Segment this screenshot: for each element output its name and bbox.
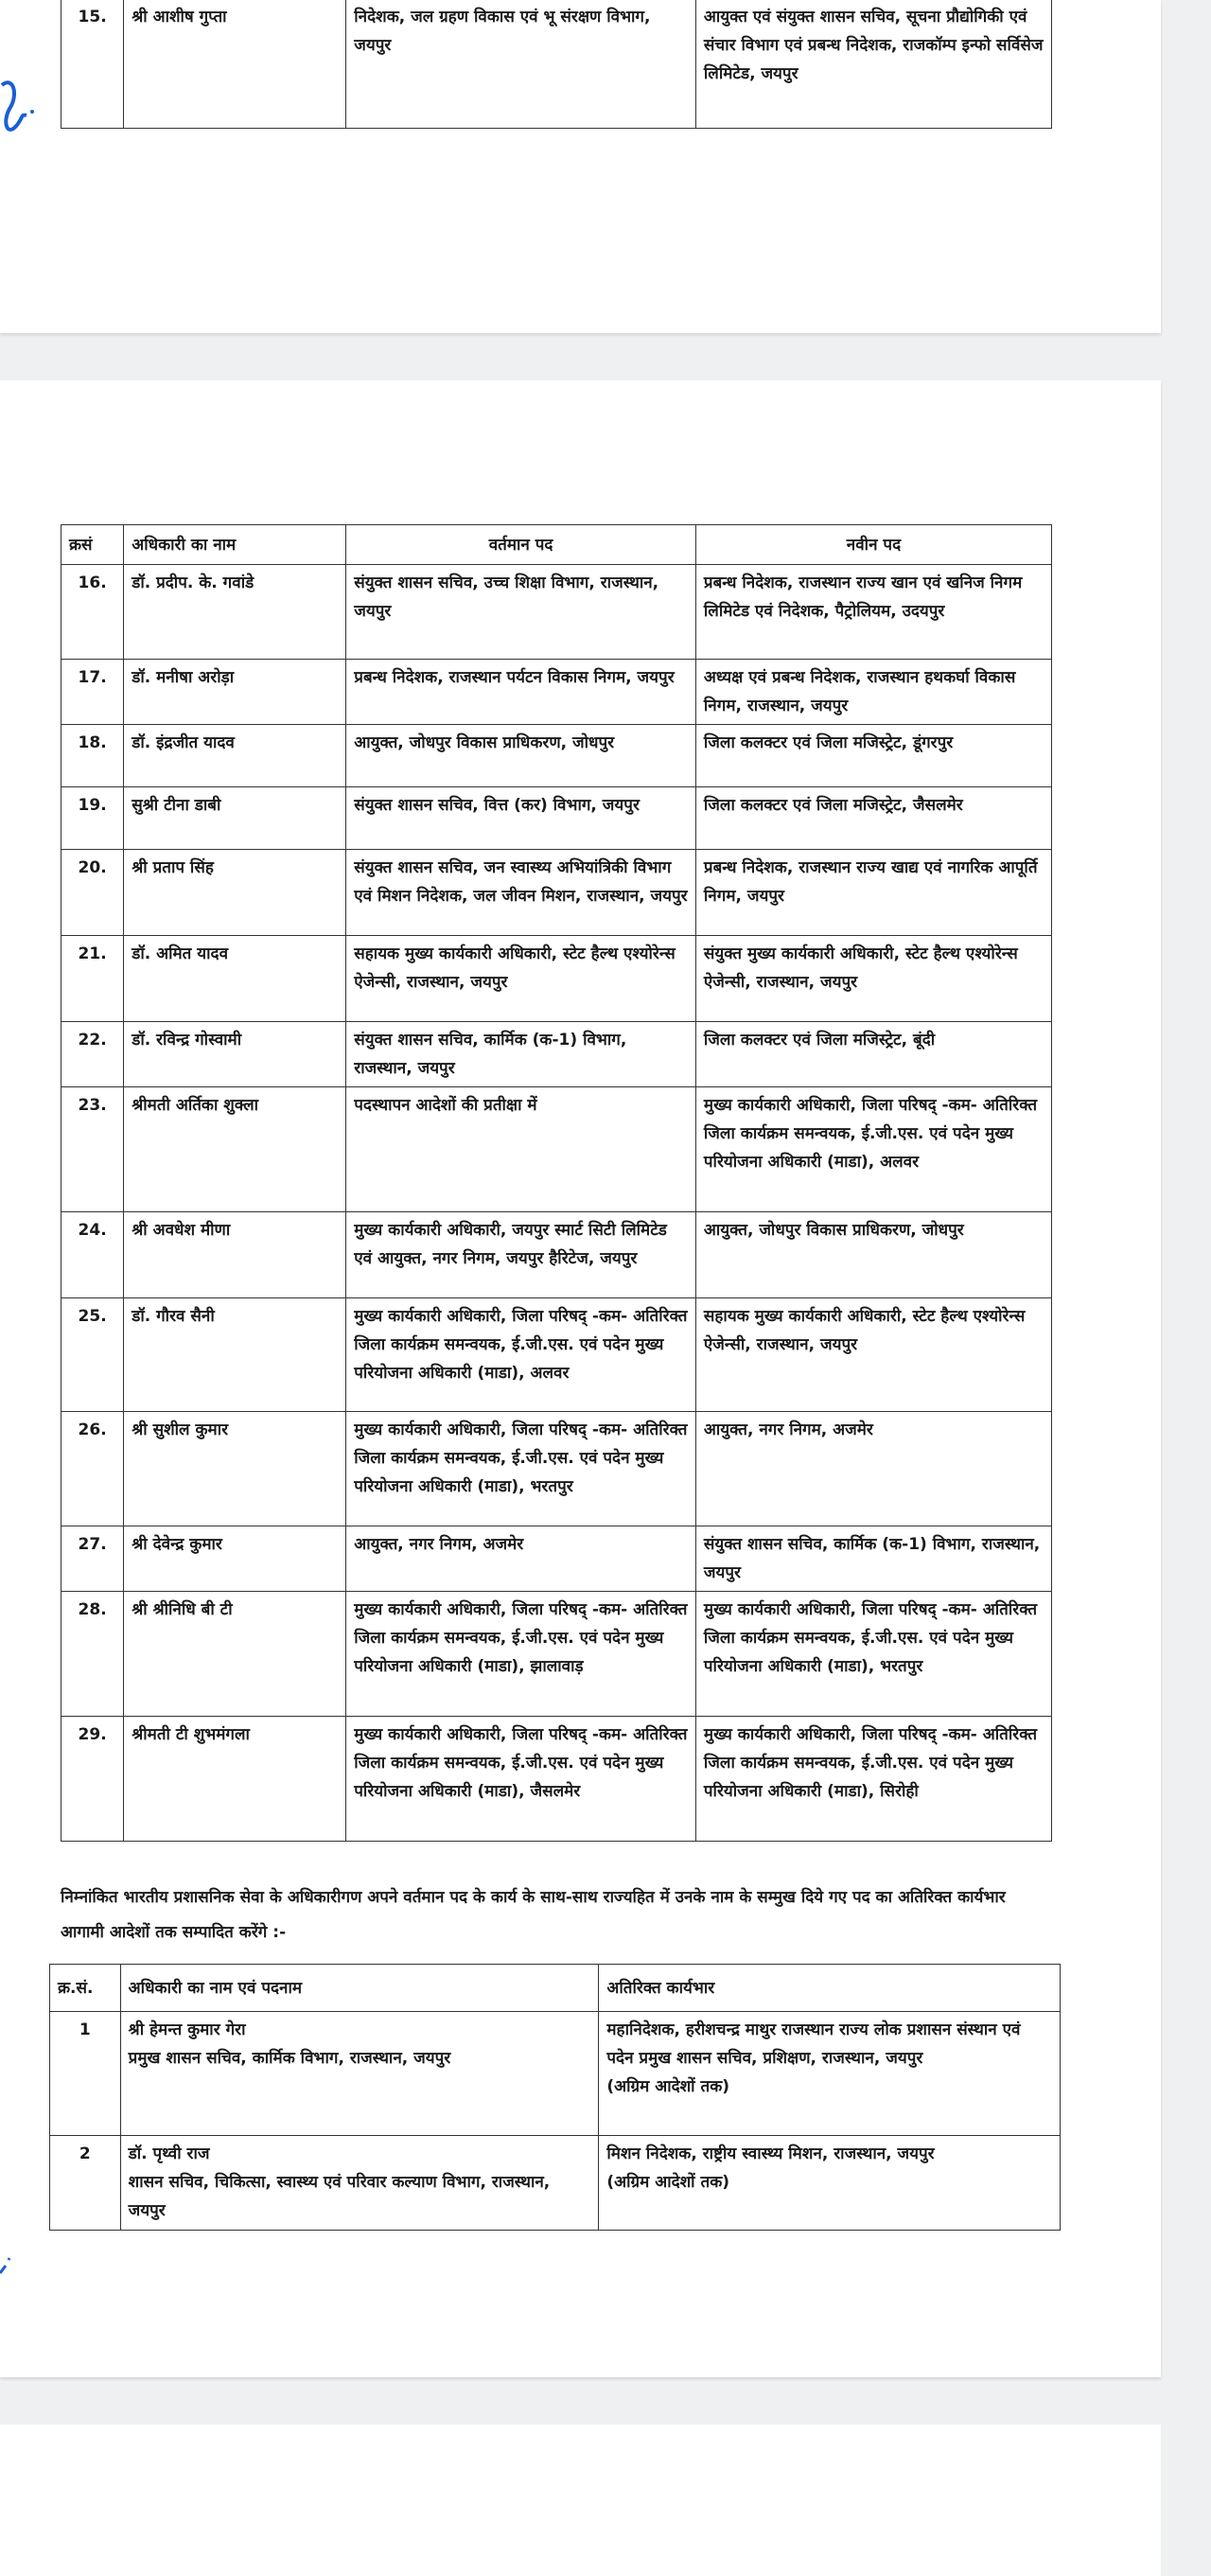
current-post-cell: मुख्य कार्यकारी अधिकारी, जिला परिषद् -कम- अतिरिक्त जिला कार्यक्रम समन्वयक, ई.जी.एस. एवं पदेन मुख्य परियोजना अधिकारी (माडा), झालावाड़ bbox=[346, 1592, 696, 1717]
table-row bbox=[61, 1526, 1052, 1592]
officer-name: श्री हेमन्त कुमार गेरा bbox=[128, 2020, 246, 2039]
table-row bbox=[61, 725, 1052, 787]
new-post-cell: मुख्य कार्यकारी अधिकारी, जिला परिषद् -कम- अतिरिक्त जिला कार्यक्रम समन्वयक, ई.जी.एस. एवं पदेन मुख्य परियोजना अधिकारी (माडा), भरतपुर bbox=[695, 1592, 1051, 1717]
current-post-cell: मुख्य कार्यकारी अधिकारी, जिला परिषद् -कम- अतिरिक्त जिला कार्यक्रम समन्वयक, ई.जी.एस. एवं पदेन मुख्य परियोजना अधिकारी (माडा), जैसलमेर bbox=[346, 1717, 696, 1842]
signature-mark-icon bbox=[0, 66, 38, 151]
current-post-cell: आयुक्त, जोधपुर विकास प्राधिकरण, जोधपुर bbox=[346, 725, 696, 787]
officer-designation: शासन सचिव, चिकित्सा, स्वास्थ्य एवं परिवार कल्याण विभाग, राजस्थान, जयपुर bbox=[128, 2173, 551, 2220]
new-post-cell: मुख्य कार्यकारी अधिकारी, जिला परिषद् -कम- अतिरिक्त जिला कार्यक्रम समन्वयक, ई.जी.एस. एवं पदेन मुख्य परियोजना अधिकारी (माडा), अलवर bbox=[695, 1087, 1051, 1212]
table-row bbox=[61, 1087, 1052, 1212]
current-post-cell: प्रबन्ध निदेशक, राजस्थान पर्यटन विकास निगम, जयपुर bbox=[346, 660, 696, 725]
current-post-cell: संयुक्त शासन सचिव, उच्च शिक्षा विभाग, राजस्थान, जयपुर bbox=[346, 565, 696, 660]
serial-cell: 28. bbox=[61, 1592, 124, 1717]
serial-cell: 17. bbox=[61, 660, 124, 725]
header-additional-charge: अतिरिक्त कार्यभार bbox=[599, 1965, 1061, 2012]
new-post-cell: सहायक मुख्य कार्यकारी अधिकारी, स्टेट हैल्थ एश्योरेन्स ऐजेन्सी, राजस्थान, जयपुर bbox=[695, 1298, 1051, 1412]
page-sheet-3 bbox=[0, 2425, 1161, 2576]
table-row bbox=[61, 1717, 1052, 1842]
additional-charge-paragraph: निम्नांकित भारतीय प्रशासनिक सेवा के अधिकारीगण अपने वर्तमान पद के कार्य के साथ-साथ राज्यहित में उनके नाम के सम्मुख दिये गए पद का अतिरिक्त कार्यभार आगामी आदेशों तक सम्पादित करेंगे :- bbox=[61, 1888, 1006, 1942]
table-header-row bbox=[61, 525, 1052, 565]
header-officer-name: अधिकारी का नाम bbox=[124, 525, 346, 565]
officer-name-cell: डॉ. रविन्द्र गोस्वामी bbox=[124, 1022, 346, 1087]
new-post-cell: आयुक्त एवं संयुक्त शासन सचिव, सूचना प्रौद्योगिकी एवं संचार विभाग एवं प्रबन्ध निदेशक, राजकॉम्प इन्फो सर्विसेज लिमिटेड, जयपुर bbox=[695, 0, 1051, 129]
current-post-cell: मुख्य कार्यकारी अधिकारी, जयपुर स्मार्ट सिटी लिमिटेड एवं आयुक्त, नगर निगम, जयपुर हैरिटेज, जयपुर bbox=[346, 1212, 696, 1298]
serial-cell: 1 bbox=[50, 2012, 121, 2136]
current-post-cell: आयुक्त, नगर निगम, अजमेर bbox=[346, 1526, 696, 1592]
new-post-cell: जिला कलक्टर एवं जिला मजिस्ट्रेट, बूंदी bbox=[695, 1022, 1051, 1087]
officer-name-cell: श्री प्रताप सिंह bbox=[124, 850, 346, 936]
table-row bbox=[61, 936, 1052, 1022]
officer-name-cell: डॉ. अमित यादव bbox=[124, 936, 346, 1022]
current-post-cell: संयुक्त शासन सचिव, कार्मिक (क-1) विभाग, राजस्थान, जयपुर bbox=[346, 1022, 696, 1087]
serial-cell: 15. bbox=[61, 0, 124, 129]
serial-cell: 29. bbox=[61, 1717, 124, 1842]
serial-cell: 19. bbox=[61, 787, 124, 850]
officer-name-cell: श्री देवेन्द्र कुमार bbox=[124, 1526, 346, 1592]
additional-charge-cell bbox=[599, 2136, 1061, 2231]
header-serial: क्र.सं. bbox=[50, 1965, 121, 2012]
serial-cell: 23. bbox=[61, 1087, 124, 1212]
additional-charge-text: मिशन निदेशक, राष्ट्रीय स्वास्थ्य मिशन, राजस्थान, जयपुर bbox=[606, 2144, 935, 2163]
table-row bbox=[61, 850, 1052, 936]
new-post-cell: प्रबन्ध निदेशक, राजस्थान राज्य खाद्य एवं नागरिक आपूर्ति निगम, जयपुर bbox=[695, 850, 1051, 936]
officer-name-cell: श्री आशीष गुप्ता bbox=[124, 0, 346, 129]
header-current-post: वर्तमान पद bbox=[346, 525, 696, 565]
transfer-table-continued bbox=[61, 0, 1052, 129]
current-post-cell: संयुक्त शासन सचिव, वित्त (कर) विभाग, जयपुर bbox=[346, 787, 696, 850]
new-post-cell: मुख्य कार्यकारी अधिकारी, जिला परिषद् -कम- अतिरिक्त जिला कार्यक्रम समन्वयक, ई.जी.एस. एवं पदेन मुख्य परियोजना अधिकारी (माडा), सिरोही bbox=[695, 1717, 1051, 1842]
current-post-cell: पदस्थापन आदेशों की प्रतीक्षा में bbox=[346, 1087, 696, 1212]
officer-cell bbox=[120, 2136, 599, 2231]
new-post-cell: जिला कलक्टर एवं जिला मजिस्ट्रेट, डूंगरपुर bbox=[695, 725, 1051, 787]
table-row bbox=[61, 1212, 1052, 1298]
header-new-post: नवीन पद bbox=[695, 525, 1051, 565]
table-row bbox=[61, 1298, 1052, 1412]
transfer-table bbox=[61, 524, 1052, 1842]
officer-name-cell: डॉ. मनीषा अरोड़ा bbox=[124, 660, 346, 725]
until-further-orders-note: (अग्रिम आदेशों तक) bbox=[606, 2173, 730, 2192]
serial-cell: 26. bbox=[61, 1412, 124, 1526]
officer-name-cell: सुश्री टीना डाबी bbox=[124, 787, 346, 850]
current-post-cell: संयुक्त शासन सचिव, जन स्वास्थ्य अभियांत्रिकी विभाग एवं मिशन निदेशक, जल जीवन मिशन, राजस्थान, जयपुर bbox=[346, 850, 696, 936]
officer-cell bbox=[120, 2012, 599, 2136]
serial-cell: 2 bbox=[50, 2136, 121, 2231]
officer-name-cell: श्रीमती अर्तिका शुक्ला bbox=[124, 1087, 346, 1212]
serial-cell: 27. bbox=[61, 1526, 124, 1592]
page-sheet-1 bbox=[0, 0, 1161, 333]
officer-name-cell: श्री अवधेश मीणा bbox=[124, 1212, 346, 1298]
officer-name-cell: डॉ. गौरव सैनी bbox=[124, 1298, 346, 1412]
current-post-cell: मुख्य कार्यकारी अधिकारी, जिला परिषद् -कम- अतिरिक्त जिला कार्यक्रम समन्वयक, ई.जी.एस. एवं पदेन मुख्य परियोजना अधिकारी (माडा), भरतपुर bbox=[346, 1412, 696, 1526]
table-row bbox=[61, 1592, 1052, 1717]
additional-charge-cell bbox=[599, 2012, 1061, 2136]
header-serial: क्रसं bbox=[61, 525, 124, 565]
table-row bbox=[61, 660, 1052, 725]
officer-name-cell: श्रीमती टी शुभमंगला bbox=[124, 1717, 346, 1842]
until-further-orders-note: (अग्रिम आदेशों तक) bbox=[606, 2077, 730, 2096]
officer-name-cell: श्री श्रीनिधि बी टी bbox=[124, 1592, 346, 1717]
serial-cell: 18. bbox=[61, 725, 124, 787]
officer-name: डॉ. पृथ्वी राज bbox=[128, 2144, 210, 2163]
new-post-cell: जिला कलक्टर एवं जिला मजिस्ट्रेट, जैसलमेर bbox=[695, 787, 1051, 850]
officer-name-cell: श्री सुशील कुमार bbox=[124, 1412, 346, 1526]
current-post-cell: सहायक मुख्य कार्यकारी अधिकारी, स्टेट हैल्थ एश्योरेन्स ऐजेन्सी, राजस्थान, जयपुर bbox=[346, 936, 696, 1022]
table-row bbox=[61, 1412, 1052, 1526]
table-row bbox=[61, 787, 1052, 850]
new-post-cell: संयुक्त मुख्य कार्यकारी अधिकारी, स्टेट हैल्थ एश्योरेन्स ऐजेन्सी, राजस्थान, जयपुर bbox=[695, 936, 1051, 1022]
serial-cell: 21. bbox=[61, 936, 124, 1022]
new-post-cell: अध्यक्ष एवं प्रबन्ध निदेशक, राजस्थान हथकर्घा विकास निगम, राजस्थान, जयपुर bbox=[695, 660, 1051, 725]
additional-charge-table bbox=[49, 1964, 1061, 2231]
serial-cell: 25. bbox=[61, 1298, 124, 1412]
officer-name-cell: डॉ. प्रदीप. के. गवांडे bbox=[124, 565, 346, 660]
serial-cell: 20. bbox=[61, 850, 124, 936]
table-row bbox=[61, 0, 1052, 129]
signature-tick-icon bbox=[0, 2252, 19, 2281]
table-row bbox=[50, 2136, 1061, 2231]
serial-cell: 16. bbox=[61, 565, 124, 660]
table-row bbox=[61, 565, 1052, 660]
additional-charge-text: महानिदेशक, हरीशचन्द्र माथुर राजस्थान राज्य लोक प्रशासन संस्थान एवं पदेन प्रमुख शासन सचिव, प्रशिक्षण, राजस्थान, जयपुर bbox=[606, 2020, 1021, 2068]
current-post-cell: निदेशक, जल ग्रहण विकास एवं भू संरक्षण विभाग, जयपुर bbox=[346, 0, 696, 129]
officer-designation: प्रमुख शासन सचिव, कार्मिक विभाग, राजस्थान, जयपुर bbox=[128, 2049, 451, 2068]
new-post-cell: आयुक्त, जोधपुर विकास प्राधिकरण, जोधपुर bbox=[695, 1212, 1051, 1298]
page-sheet-2 bbox=[0, 380, 1161, 2377]
serial-cell: 24. bbox=[61, 1212, 124, 1298]
current-post-cell: मुख्य कार्यकारी अधिकारी, जिला परिषद् -कम- अतिरिक्त जिला कार्यक्रम समन्वयक, ई.जी.एस. एवं पदेन मुख्य परियोजना अधिकारी (माडा), अलवर bbox=[346, 1298, 696, 1412]
new-post-cell: संयुक्त शासन सचिव, कार्मिक (क-1) विभाग, राजस्थान, जयपुर bbox=[695, 1526, 1051, 1592]
table-header-row bbox=[50, 1965, 1061, 2012]
table-row bbox=[50, 2012, 1061, 2136]
officer-name-cell: डॉ. इंद्रजीत यादव bbox=[124, 725, 346, 787]
table-row bbox=[61, 1022, 1052, 1087]
new-post-cell: आयुक्त, नगर निगम, अजमेर bbox=[695, 1412, 1051, 1526]
serial-cell: 22. bbox=[61, 1022, 124, 1087]
new-post-cell: प्रबन्ध निदेशक, राजस्थान राज्य खान एवं खनिज निगम लिमिटेड एवं निदेशक, पैट्रोलियम, उदयपुर bbox=[695, 565, 1051, 660]
header-officer-name-designation: अधिकारी का नाम एवं पदनाम bbox=[120, 1965, 599, 2012]
